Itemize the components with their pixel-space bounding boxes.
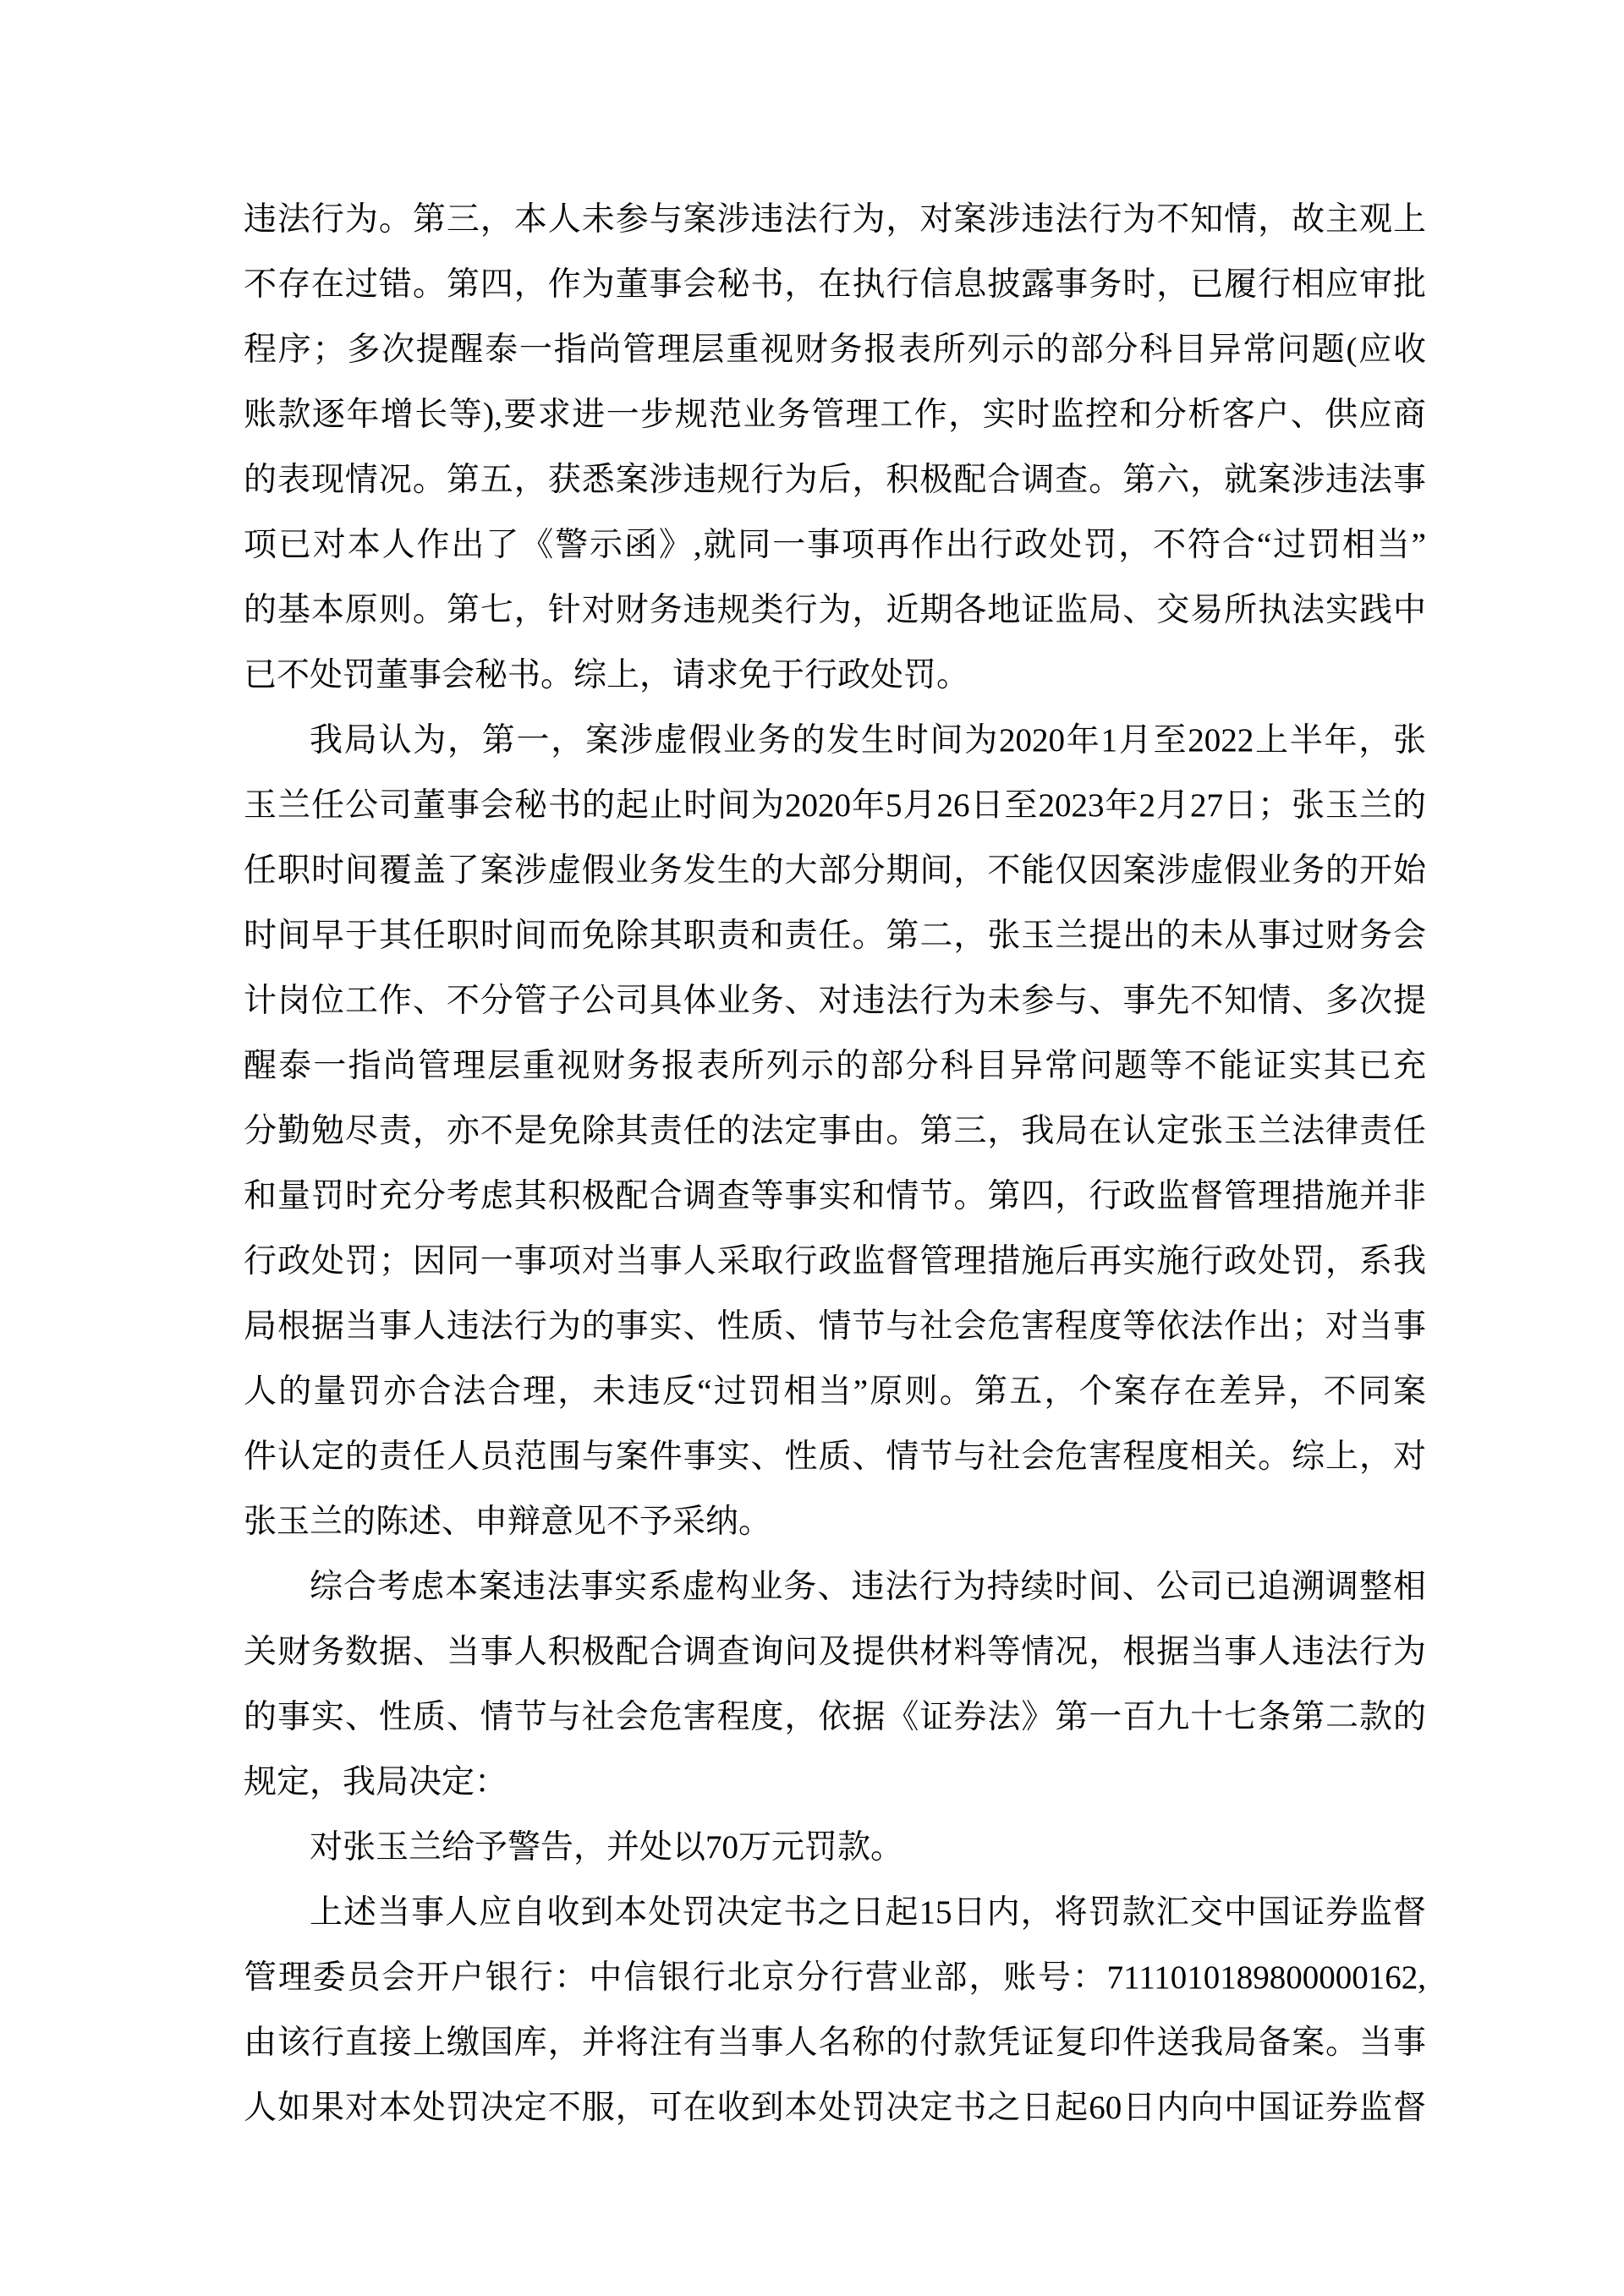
document-line: 管理委员会开户银行：中信银行北京分行营业部，账号：7111010189800000162, bbox=[244, 1959, 1426, 1996]
document-line: 局根据当事人违法行为的事实、性质、情节与社会危害程度等依法作出；对当事 bbox=[244, 1308, 1426, 1345]
document-line: 对张玉兰给予警告，并处以70万元罚款。 bbox=[310, 1829, 904, 1866]
document-line: 张玉兰的陈述、申辩意见不予采纳。 bbox=[244, 1504, 772, 1540]
document-line: 已不处罚董事会秘书。综上，请求免于行政处罚。 bbox=[244, 657, 970, 693]
document-line: 的表现情况。第五，获悉案涉违规行为后，积极配合调查。第六，就案涉违法事 bbox=[244, 462, 1426, 498]
document-line: 的基本原则。第七，针对财务违规类行为，近期各地证监局、交易所执法实践中 bbox=[244, 592, 1426, 628]
document-line: 人如果对本处罚决定不服，可在收到本处罚决定书之日起60日内向中国证券监督 bbox=[244, 2090, 1426, 2126]
document-line: 程序；多次提醒泰一指尚管理层重视财务报表所列示的部分科目异常问题(应收 bbox=[244, 332, 1426, 368]
document-line: 计岗位工作、不分管子公司具体业务、对违法行为未参与、事先不知情、多次提 bbox=[244, 983, 1426, 1019]
document-line: 上述当事人应自收到本处罚决定书之日起15日内，将罚款汇交中国证券监督 bbox=[310, 1894, 1426, 1931]
document-line: 综合考虑本案违法事实系虚构业务、违法行为持续时间、公司已追溯调整相 bbox=[310, 1569, 1426, 1605]
document-line: 的事实、性质、情节与社会危害程度，依据《证券法》第一百九十七条第二款的 bbox=[244, 1699, 1426, 1735]
document-page bbox=[244, 187, 1426, 2140]
document-line: 件认定的责任人员范围与案件事实、性质、情节与社会危害程度相关。综上，对 bbox=[244, 1438, 1426, 1475]
paragraph-bureau-opinion bbox=[244, 708, 1426, 1554]
document-line: 关财务数据、当事人积极配合调查询问及提供材料等情况，根据当事人违法行为 bbox=[244, 1634, 1426, 1670]
document-line: 分勤勉尽责，亦不是免除其责任的法定事由。第三，我局在认定张玉兰法律责任 bbox=[244, 1113, 1426, 1149]
document-line: 行政处罚；因同一事项对当事人采取行政监督管理措施后再实施行政处罚，系我 bbox=[244, 1243, 1426, 1280]
document-line: 和量罚时充分考虑其积极配合调查等事实和情节。第四，行政监督管理措施并非 bbox=[244, 1178, 1426, 1214]
document-line: 时间早于其任职时间而免除其职责和责任。第二，张玉兰提出的未从事过财务会 bbox=[244, 918, 1426, 954]
document-line: 人的量罚亦合法合理，未违反“过罚相当”原则。第五，个案存在差异，不同案 bbox=[244, 1373, 1426, 1410]
document-line: 由该行直接上缴国库，并将注有当事人名称的付款凭证复印件送我局备案。当事 bbox=[244, 2025, 1426, 2061]
document-line: 违法行为。第三，本人未参与案涉违法行为，对案涉违法行为不知情，故主观上 bbox=[244, 201, 1426, 238]
document-line: 规定，我局决定： bbox=[244, 1764, 508, 1800]
paragraph-payment-instructions bbox=[244, 1880, 1426, 2140]
document-line: 不存在过错。第四，作为董事会秘书，在执行信息披露事务时，已履行相应审批 bbox=[244, 266, 1426, 303]
document-line: 我局认为，第一，案涉虚假业务的发生时间为2020年1月至2022上半年，张 bbox=[310, 722, 1426, 759]
document-line: 账款逐年增长等),要求进一步规范业务管理工作，实时监控和分析客户、供应商 bbox=[244, 397, 1426, 433]
document-line: 玉兰任公司董事会秘书的起止时间为2020年5月26日至2023年2月27日；张玉兰的 bbox=[244, 787, 1426, 824]
paragraph-defense-arguments bbox=[244, 187, 1426, 708]
paragraph-penalty-decision bbox=[244, 1815, 1426, 1880]
document-line: 任职时间覆盖了案涉虚假业务发生的大部分期间，不能仅因案涉虚假业务的开始 bbox=[244, 852, 1426, 889]
document-line: 项已对本人作出了《警示函》,就同一事项再作出行政处罚，不符合“过罚相当” bbox=[244, 527, 1426, 563]
paragraph-decision-basis bbox=[244, 1554, 1426, 1815]
document-line: 醒泰一指尚管理层重视财务报表所列示的部分科目异常问题等不能证实其已充 bbox=[244, 1048, 1426, 1084]
